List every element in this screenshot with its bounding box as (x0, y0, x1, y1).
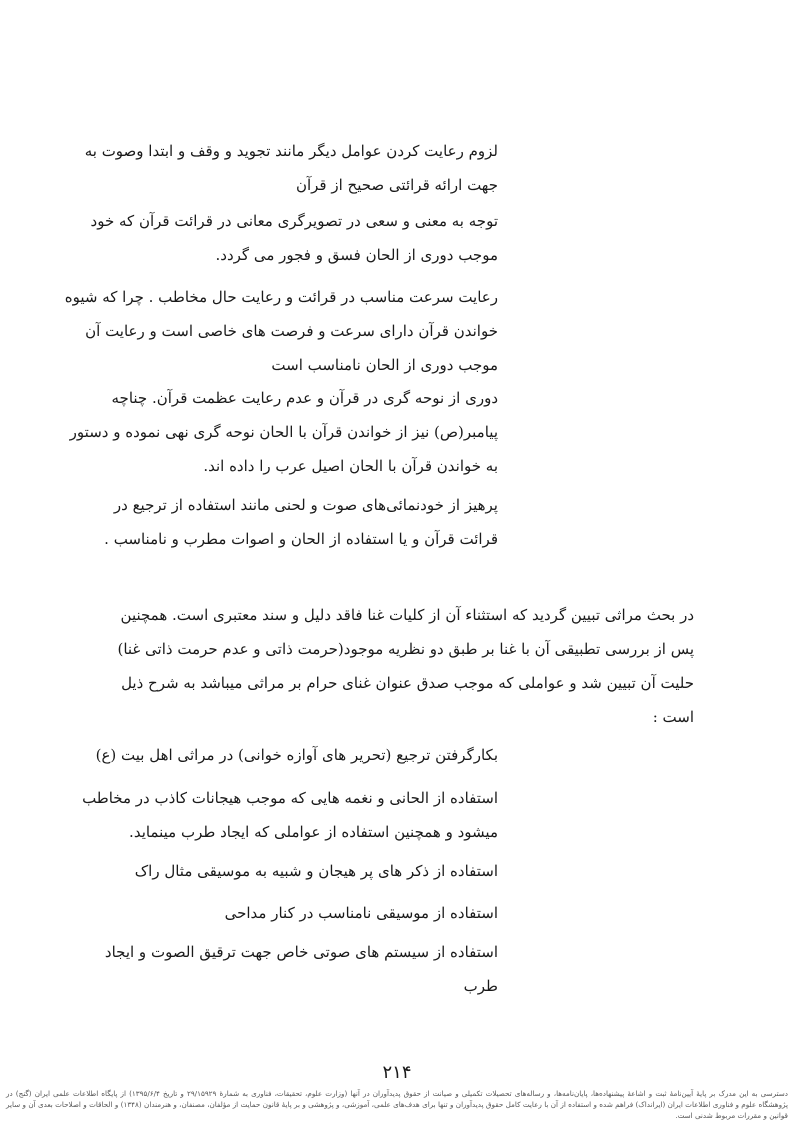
text-line: جهت ارائه قرائتی صحیح از قرآن (295, 176, 498, 194)
text-line: استفاده از موسیقی نامناسب در کنار مداحی (224, 904, 498, 922)
text-line: خواندن قرآن دارای سرعت و فرصت های خاصی است و رعایت آن (85, 322, 498, 340)
text-line: موجب دوری از الحان نامناسب است (271, 356, 498, 374)
upper-item-1 (84, 134, 498, 202)
text-line: قرائت قرآن و یا استفاده از الحان و اصوات مطرب و نامناسب . (104, 530, 498, 548)
upper-item-4 (69, 381, 498, 483)
lower-item-3 (98, 854, 498, 888)
upper-item-2 (90, 204, 498, 272)
text-line: بکارگرفتن ترجیع (تحریر های آوازه خوانی) در مراثی اهل بیت (ع) (95, 746, 498, 764)
text-line: لزوم رعایت کردن عوامل دیگر مانند تجوید و وقف و ابتدا وصوت به (84, 142, 498, 160)
lower-item-5 (98, 935, 498, 1003)
text-line: طرب (463, 977, 498, 995)
text-line: استفاده از الحانی و نغمه هایی که موجب هیجانات کاذب در مخاطب (82, 789, 498, 807)
lower-item-1 (95, 738, 498, 772)
text-line: توجه به معنی و سعی در تصویرگری معانی در قرائت قرآن که خود (90, 212, 498, 230)
lower-item-4 (98, 896, 498, 930)
text-line: پرهیز از خودنمائی‌های صوت و لحنی مانند استفاده از ترجیع در (113, 496, 498, 514)
text-line: در بحث مراثی تبیین گردید که استثناء آن از کلیات غنا فاقد دلیل و سند معتبری است. همچنین (120, 606, 694, 624)
text-line: حلیت آن تبیین شد و عواملی که موجب صدق عنوان غنای حرام بر مراثی میباشد به شرح ذیل (121, 674, 694, 692)
lower-item-2 (82, 781, 498, 849)
body-paragraph (94, 598, 694, 734)
text-line: است : (652, 708, 694, 726)
text-line: موجب دوری از الحان فسق و فجور می گردد. (215, 246, 498, 264)
page-number: ۲۱۴ (382, 1062, 412, 1083)
text-line: رعایت سرعت مناسب در قرائت و رعایت حال مخاطب . چرا که شیوه (64, 288, 498, 306)
footer-copyright-note: دسترسی به این مدرک بر پایهٔ آیین‌نامهٔ ثبت و اشاعهٔ پیشنهاده‌ها، پایان‌نامه‌ها، و رساله‌های تحصیلات تکمیلی و صیانت از حقوق پدیدآوران در آنها (وزارت علوم، تحقیقات، فناوری به شمارهٔ ۲۹/۱۵۹۲۹ و تاریخ ۱۳۹۵/۶/۴) از پایگاه اطلاعات علمی ایران (گنج) در پژوهشگاه علوم و فناوری اطلاعات ایران (ایرانداک) فراهم شده و استفاده از آن با رعایت کامل حقوق پدیدآوران و تنها برای هدف‌های علمی، آموزشی، و پژوهشی و بر پایهٔ قانون حمایت از مؤلفان، مصنفان، و هنرمندان (۱۳۴۸) و الحاقات و اصلاحات بعدی آن و سایر قوانین و مقررات مربوط شدنی است. (6, 1089, 789, 1120)
text-line: استفاده از ذکر های پر هیجان و شبیه به موسیقی مثال راک (134, 862, 498, 880)
text-line: پیامبر(ص) نیز از خواندن قرآن با الحان نوحه گری نهی نموده و دستور (69, 423, 498, 441)
text-line: پس از بررسی تطبیقی آن با غنا بر طبق دو نظریه موجود(حرمت ذاتی و عدم حرمت ذاتی غنا) (117, 640, 694, 658)
text-line: دوری از نوحه گری در قرآن و عدم رعایت عظمت قرآن. چناچه (111, 389, 498, 407)
text-line: به خواندن قرآن با الحان اصیل عرب را داده اند. (203, 457, 498, 475)
upper-item-5 (98, 488, 498, 556)
text-line: میشود و همچنین استفاده از عواملی که ایجاد طرب مینماید. (129, 823, 498, 841)
upper-item-3 (64, 280, 498, 382)
text-line: استفاده از سیستم های صوتی خاص جهت ترقیق الصوت و ایجاد (104, 943, 498, 961)
